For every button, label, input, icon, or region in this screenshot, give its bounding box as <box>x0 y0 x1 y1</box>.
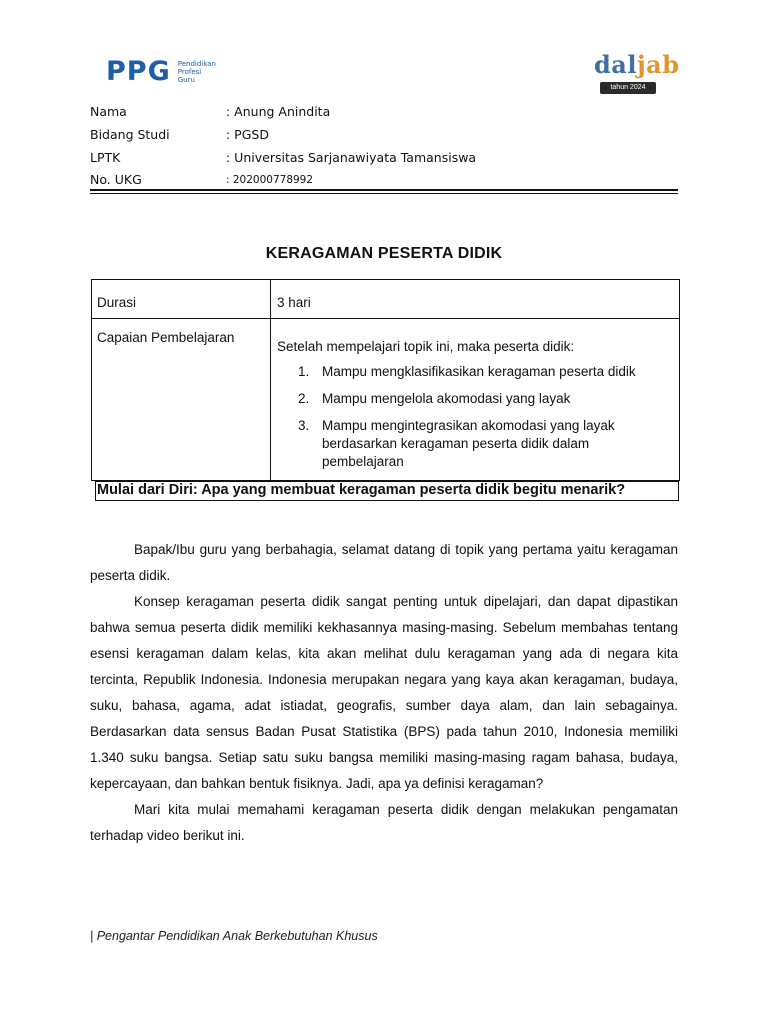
identity-label-lptk: LPTK <box>90 150 121 165</box>
outcomes-list <box>298 363 668 480</box>
list-item <box>298 363 668 381</box>
list-text: Mampu mengintegrasikan akomodasi yang layak berdasarkan keragaman peserta didik dalam pembelajaran <box>322 418 615 469</box>
list-item <box>298 417 668 471</box>
identity-label-bidang-studi: Bidang Studi <box>90 127 170 142</box>
identity-value-no-ukg: : 202000778992 <box>226 174 314 186</box>
outcomes-intro: Setelah mempelajari topik ini, maka peserta didik: <box>277 339 575 354</box>
ppg-logo-subtitle <box>178 60 216 84</box>
list-number: 2. <box>298 391 310 406</box>
identity-label-nama: Nama <box>90 104 127 119</box>
daljab-part2: jab <box>636 50 680 79</box>
table-column-divider <box>270 279 271 481</box>
daljab-wordmark <box>594 50 680 80</box>
page-footer: | Pengantar Pendidikan Anak Berkebutuhan Khusus <box>90 929 378 943</box>
paragraph: Konsep keragaman peserta didik sangat penting untuk dipelajari, dan dapat dipastikan bahwa semua peserta didik memiliki kekhasannya masing-masing. Sebelum membahas tentang esensi keragaman dalam kelas, kita akan melihat dulu keragaman yang ada di negara kita tercinta, Republik Indonesia. Indonesia merupakan negara yang kaya akan keragaman, budaya, suku, bahasa, agama, adat istiadat, geografis, sumber daya alam, dan lain sebagainya. Berdasarkan data sensus Badan Pusat Statistika (BPS) pada tahun 2010, Indonesia memiliki 1.340 suku bangsa. Setiap satu suku bangsa memiliki masing-masing ragam bahasa, budaya, kepercayaan, dan bahkan bentuk fisiknya. Jadi, apa ya definisi keragaman? <box>90 594 678 791</box>
section-heading: Mulai dari Diri: Apa yang membuat keragaman peserta didik begitu menarik? <box>97 482 626 498</box>
paragraph: Bapak/Ibu guru yang berbahagia, selamat datang di topik yang pertama yaitu keragaman peserta didik. <box>90 542 678 583</box>
identity-value-bidang-studi: : PGSD <box>226 127 269 142</box>
paragraph: Mari kita mulai memahami keragaman peserta didik dengan melakukan pengamatan terhadap video berikut ini. <box>90 802 678 843</box>
daljab-logo <box>594 50 680 94</box>
daljab-part1: dal <box>594 50 637 79</box>
duration-value: 3 hari <box>277 295 311 310</box>
ppg-logo <box>106 56 216 87</box>
list-number: 1. <box>298 364 310 379</box>
document-title: KERAGAMAN PESERTA DIDIK <box>265 245 503 262</box>
duration-label: Durasi <box>97 295 137 310</box>
body-text <box>90 537 678 849</box>
ppg-sub-line: Pendidikan <box>177 59 216 68</box>
identity-value-nama: : Anung Anindita <box>226 104 331 119</box>
ppg-sub-line: Guru <box>177 75 195 84</box>
list-text: Mampu mengklasifikasikan keragaman peserta didik <box>322 364 636 379</box>
ppg-logo-mark: PPG <box>106 56 171 87</box>
identity-label-no-ukg: No. UKG <box>90 172 142 187</box>
header-divider-thick <box>90 189 678 191</box>
identity-value-lptk: : Universitas Sarjanawiyata Tamansiswa <box>226 150 477 165</box>
list-text: Mampu mengelola akomodasi yang layak <box>322 391 571 406</box>
list-number: 3. <box>298 418 310 433</box>
daljab-year-badge: tahun 2024 <box>600 82 656 94</box>
list-item <box>298 390 668 408</box>
table-row-divider <box>91 318 680 319</box>
header-divider-thin <box>90 193 678 194</box>
ppg-sub-line: Profesi <box>177 67 202 76</box>
outcomes-label: Capaian Pembelajaran <box>97 330 235 345</box>
